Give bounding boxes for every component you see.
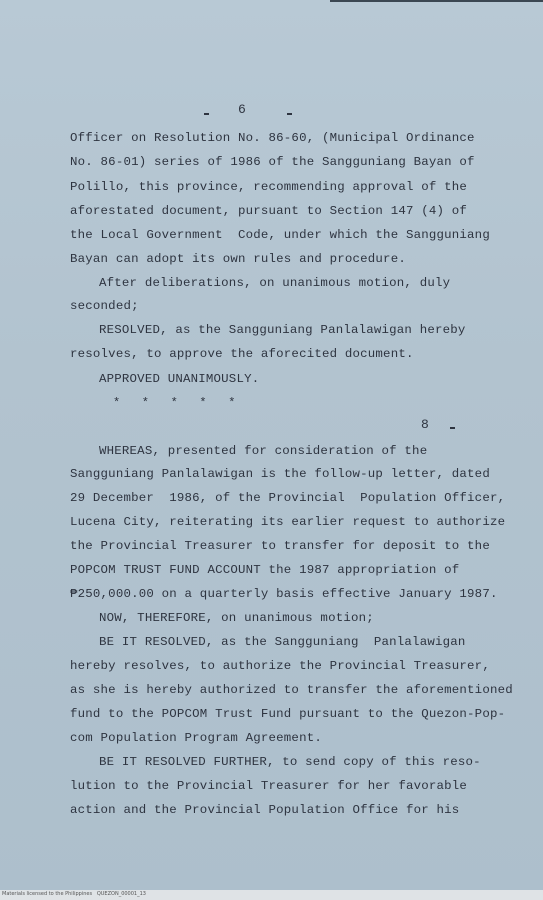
text-line: Polillo, this province, recommending approval of the <box>70 180 468 194</box>
text-line: RESOLVED, as the Sangguniang Panlalawigan hereby <box>99 323 466 337</box>
text-line: APPROVED UNANIMOUSLY. <box>99 372 260 386</box>
text-line: seconded; <box>70 299 139 313</box>
text-line: aforestated document, pursuant to Section 147 (4) of <box>70 204 468 218</box>
page-number-dash-right <box>287 113 292 115</box>
text-line: fund to the POPCOM Trust Fund pursuant to the Quezon-Pop- <box>70 707 506 721</box>
text-line: as she is hereby authorized to transfer the aforementioned <box>70 683 513 697</box>
text-line: BE IT RESOLVED, as the Sangguniang Panlalawigan <box>99 635 466 649</box>
text-line: Sangguniang Panlalawigan is the follow-up letter, dated <box>70 467 490 481</box>
page-number: 6 <box>238 102 246 117</box>
text-line: the Local Government Code, under which the Sangguniang <box>70 228 490 242</box>
text-line: action and the Provincial Population Office for his <box>70 803 460 817</box>
text-line: resolves, to approve the aforecited document. <box>70 347 414 361</box>
footer-strip <box>0 890 543 900</box>
text-line: POPCOM TRUST FUND ACCOUNT the 1987 appropriation of <box>70 563 460 577</box>
section-number: 8 <box>421 417 429 432</box>
text-line: Officer on Resolution No. 86-60, (Municipal Ordinance <box>70 131 475 145</box>
text-line: com Population Program Agreement. <box>70 731 322 745</box>
text-line: NOW, THEREFORE, on unanimous motion; <box>99 611 374 625</box>
text-line: No. 86-01) series of 1986 of the Sangguniang Bayan of <box>70 155 475 169</box>
text-line: WHEREAS, presented for consideration of the <box>99 444 428 458</box>
text-line: hereby resolves, to authorize the Provincial Treasurer, <box>70 659 490 673</box>
page-number-dash-left <box>204 113 209 115</box>
top-edge-line <box>330 0 543 2</box>
separator-stars: * * * * * <box>113 396 236 410</box>
section-number-dash <box>450 427 455 429</box>
text-line: the Provincial Treasurer to transfer for deposit to the <box>70 539 490 553</box>
text-line: ₱250,000.00 on a quarterly basis effective January 1987. <box>70 587 498 601</box>
footer-text: Materials licensed to the Philippines QUEZON_00001_13 <box>2 891 146 897</box>
text-line: Bayan can adopt its own rules and procedure. <box>70 252 406 266</box>
text-line: 29 December 1986, of the Provincial Population Officer, <box>70 491 506 505</box>
text-line: BE IT RESOLVED FURTHER, to send copy of this reso- <box>99 755 481 769</box>
text-line: After deliberations, on unanimous motion, duly <box>99 276 451 290</box>
text-line: lution to the Provincial Treasurer for her favorable <box>70 779 468 793</box>
text-line: Lucena City, reiterating its earlier request to authorize <box>70 515 506 529</box>
